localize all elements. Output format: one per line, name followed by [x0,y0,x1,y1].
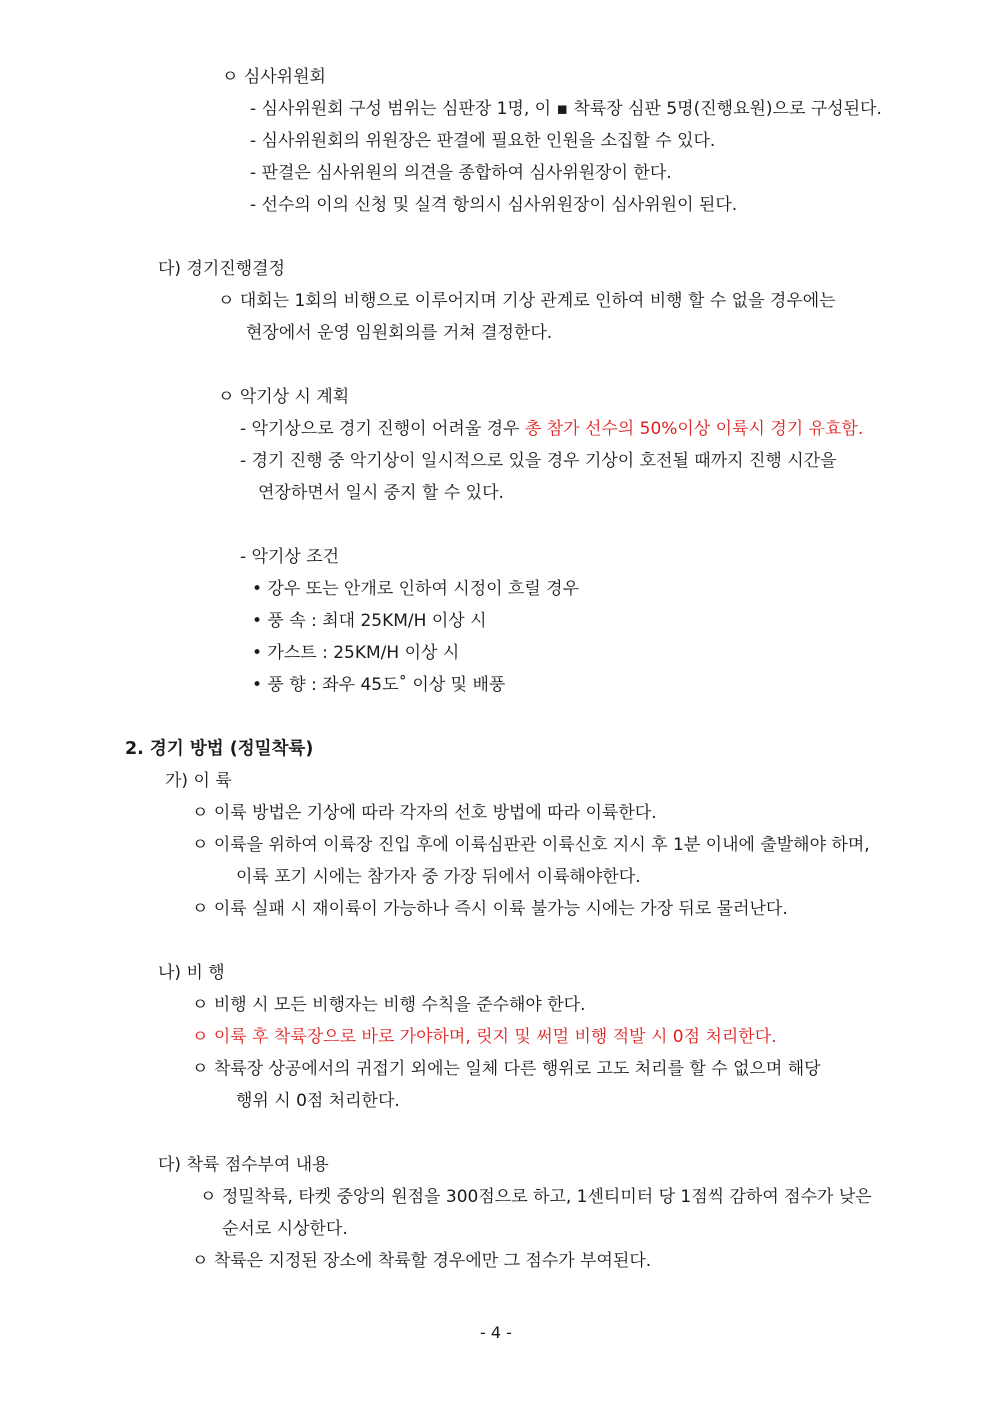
takeoff-rule-1: ㅇ 이륙 방법은 기상에 따라 각자의 선호 방법에 따라 이륙한다. [192,803,657,823]
decision-paragraph-cont: 현장에서 운영 임원회의를 거쳐 결정한다. [246,323,553,343]
flight-rule-2: ㅇ 이륙 후 착륙장으로 바로 가야하며, 릿지 및 써멀 비행 적발 시 0점 처리한다. [192,1027,777,1047]
scoring-heading: 다) 착륙 점수부여 내용 [158,1155,329,1175]
page-number: - 4 - [480,1323,512,1342]
decision-paragraph: ㅇ 대회는 1회의 비행으로 이루어지며 기상 관계로 인하여 비행 할 수 없을 경우에는 [218,291,836,311]
scoring-rule-1-cont: 순서로 시상한다. [222,1219,348,1239]
scoring-rule-2: ㅇ 착륙은 지정된 장소에 착륙할 경우에만 그 점수가 부여된다. [192,1251,652,1271]
weather-rule-2-cont: 연장하면서 일시 중지 할 수 있다. [258,483,504,503]
takeoff-rule-2-cont: 이륙 포기 시에는 참가자 중 가장 뒤에서 이륙해야한다. [236,867,641,887]
judges-item-1: - 심사위원회 구성 범위는 심판장 1명, 이 ▪ 착륙장 심판 5명(진행요원)으로 구성된다. [250,99,882,119]
scoring-rule-1: ㅇ 정밀착륙, 타켓 중앙의 원점을 300점으로 하고, 1센티미터 당 1점씩 감하여 점수가 낮은 [200,1187,872,1207]
flight-rule-3-cont: 행위 시 0점 처리한다. [236,1091,400,1111]
judges-item-3: - 판결은 심사위원의 의견을 종합하여 심사위원장이 한다. [250,163,672,183]
judges-item-2: - 심사위원회의 위원장은 판결에 필요한 인원을 소집할 수 있다. [250,131,716,151]
flight-rule-1: ㅇ 비행 시 모든 비행자는 비행 수칙을 준수해야 한다. [192,995,586,1015]
weather-rule-2: - 경기 진행 중 악기상이 일시적으로 있을 경우 기상이 호전될 때까지 진행 시간을 [240,451,837,471]
weather-heading: ㅇ 악기상 시 계획 [218,387,350,407]
section-2-title: 2. 경기 방법 (정밀착륙) [125,739,314,759]
judges-item-4: - 선수의 이의 신청 및 실격 항의시 심사위원장이 심사위원이 된다. [250,195,738,215]
takeoff-heading: 가) 이 륙 [165,771,232,791]
weather-condition-gust: • 가스트 : 25KM/H 이상 시 [252,643,460,663]
weather-rule-1-highlight: 총 참가 선수의 50%이상 이륙시 경기 유효함. [524,419,864,439]
weather-conditions-heading: - 악기상 조건 [240,547,340,567]
takeoff-rule-3: ㅇ 이륙 실패 시 재이륙이 가능하나 즉시 이륙 불가능 시에는 가장 뒤로 물러난다. [192,899,788,919]
flight-heading: 나) 비 행 [158,963,225,983]
weather-rule-1 [240,418,863,440]
flight-rule-3: ㅇ 착륙장 상공에서의 귀접기 외에는 일체 다른 행위로 고도 처리를 할 수 없으며 해당 [192,1059,821,1079]
weather-condition-wind-direction: • 풍 향 : 좌우 45도˚ 이상 및 배풍 [252,675,506,695]
decision-heading: 다) 경기진행결정 [158,259,285,279]
weather-rule-1-text: - 악기상으로 경기 진행이 어려울 경우 [240,419,525,439]
takeoff-rule-2: ㅇ 이륙을 위하여 이륙장 진입 후에 이륙심판관 이륙신호 지시 후 1분 이내에 출발해야 하며, [192,835,870,855]
weather-condition-rain: • 강우 또는 안개로 인하여 시정이 흐릴 경우 [252,579,580,599]
weather-condition-wind-speed: • 풍 속 : 최대 25KM/H 이상 시 [252,611,487,631]
judges-heading: ㅇ 심사위원회 [222,67,326,87]
